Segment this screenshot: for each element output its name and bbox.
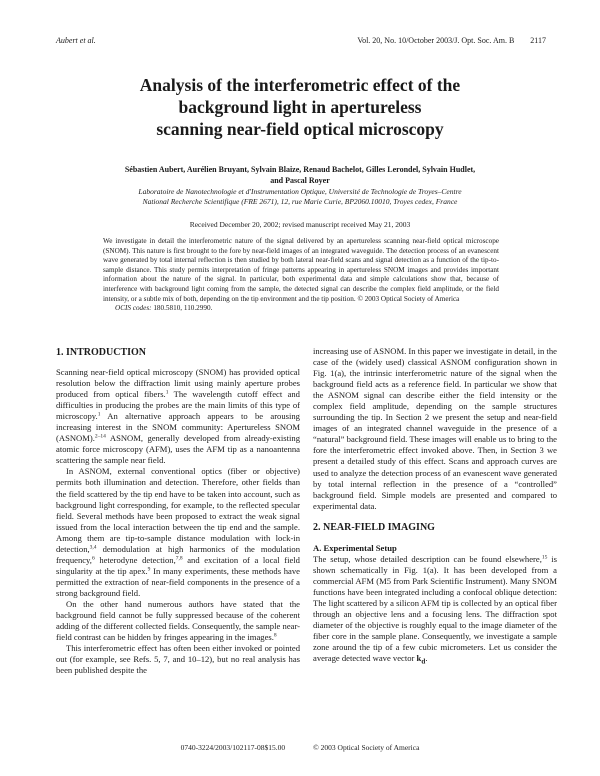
reference-citation[interactable]: 8 xyxy=(273,632,277,639)
author-line: and Pascal Royer xyxy=(270,176,330,185)
page-number: 2117 xyxy=(530,36,546,45)
paragraph: This interferometric effect has often been either invoked or pointed out (for example, see Refs. 5, 7, and 10–12), but no real analysis has been published despite the xyxy=(56,643,300,676)
reference-citation[interactable]: 1 xyxy=(165,389,169,396)
paragraph: The setup, whose detailed description can be found elsewhere,$^{15}$ is shown schematically in Fig. 1(a). It has been developed from a commercial AFM (M5 from Park Scientific Instrument). Many SNOM functions have been integrated including a confocal oblique detection: The light scattered by a silicon AFM tip is collected by an optical fiber through an objective lens and a focusing lens. The diffraction spot diameter of the objective is roughly equal to the image diameter of the fiber core in the sample plane. Consequently, we investigate a sample zone around the tip of a few cubic micrometers. Let us consider the average detected wave vector $k_d$. xyxy=(313,553,557,666)
paragraph: Scanning near-field optical microscopy (SNOM) has provided optical resolution below the diffraction limit using mainly aperture probes produced from optical fibers.$^1$ The wavelength cutoff effect and difficulties in producing the probes are the main limits of this type of microscopy.$^1$ An alternative approach appears to be arousing increasing interest in the SNOM community: Apertureless SNOM (ASNOM).$^{2-14}$ ASNOM, generally developed from already-existing atomic force microscopy (AFM), uses the AFM tip as a nanoantenna scattering the sample near field. xyxy=(56,367,300,466)
copyright-notice: © 2003 Optical Society of America xyxy=(313,743,420,752)
running-header-journal xyxy=(357,36,546,45)
wave-vector-symbol: $k_d$ xyxy=(416,653,426,666)
page-footer xyxy=(0,743,600,752)
author-line: Sébastien Aubert, Aurélien Bruyant, Sylvain Blaize, Renaud Bachelot, Gilles Lerondel, Sylvain Hudlet, xyxy=(124,165,476,174)
reference-citation[interactable]: 6 xyxy=(91,555,95,562)
paragraph: increasing use of ASNOM. In this paper we investigate in detail, in the case of the (widely used) classical ASNOM configuration shown in Fig. 1(a), the intrinsic interferometric nature of the signal when the background field acts as a reference field. In particular we show that the ASNOM signal can describe either the field intensity or the complex field amplitude, depending on the sample structures surrounding the tip. In Section 2 we present the setup and near-field images of an integrated channel waveguide in the presence of a “natural” background field. These images will enable us to bring to the fore the interferometric effect invoked above. Then, in Section 3 we present a detailed study of this effect. Scans and approach curves are used to analyze the detection process of an evanescent wave generated by total internal reflection in the presence of a “controlled” background field. Simple models are presented and compared to experimental data. xyxy=(313,346,557,511)
title-line: Analysis of the interferometric effect of the xyxy=(139,75,461,95)
subsection-heading-experimental-setup: A. Experimental Setup xyxy=(313,542,397,553)
paragraph: On the other hand numerous authors have stated that the background field cannot be fully suppressed because of the coherent adding of the different collected fields. Consequently, the sample near-field contrast can be hidden by fringes appearing in the images.$^8$ xyxy=(56,598,300,643)
title-line: scanning near-field optical microscopy xyxy=(156,119,444,139)
affiliation-line: Laboratoire de Nanotechnologie et d'Instrumentation Optique, Université de Technologie de Troyes–Centre xyxy=(138,187,462,196)
reference-citation[interactable]: 7,8 xyxy=(175,555,183,562)
reference-citation[interactable]: 1 xyxy=(97,411,101,418)
article-code: 0740-3224/2003/102117-08$15.00 xyxy=(180,743,286,752)
author-list xyxy=(60,164,540,186)
reference-citation[interactable]: 9 xyxy=(147,566,151,573)
left-column xyxy=(56,346,300,676)
section-heading-near-field-imaging: 2. NEAR-FIELD IMAGING xyxy=(313,521,435,533)
abstract-text: We investigate in detail the interferometric nature of the signal delivered by an apertureless scanning near-field optical microscope (SNOM). This nature is first brought to the fore by near-field images of an integrated waveguide. The detection process of an evanescent wave generated by total internal reflection is then studied by both lateral near-field scans and signal detection as a function of the tip-to-sample distance. This study permits interpretation of fringe patterns appearing in apertureless SNOM images and provides important information about the nature of the signal. In particular, both experimental data and simple calculations show that, because of interference with background light coming from the sample, the detected signal can describe the complex field amplitude, or the field intensity, or a subtle mix of both, depending on the tip environment and the tip position. © 2003 Optical Society of America xyxy=(103,237,499,303)
paragraph: In ASNOM, external conventional optics (fiber or objective) permits both illumination and detection. Therefore, other fields than the field scattered by the tip end have to be taken into account, such as background light corresponding, for example, to the reflected specular field. Several methods have been proposed to extract the weak signal issued from the local interaction between the tip end and the sample. Among them are tip-to-sample distance modulation with lock-in detection,$^{3,4}$ demodulation at high harmonics of the modulation frequency,$^6$ heterodyne detection,$^{7,8}$ and excitation of a local field singularity at the tip apex.$^9$ In many experiments, these methods have permitted the extraction of near-field components in the presence of a strong background field. xyxy=(56,466,301,598)
abstract xyxy=(103,237,499,314)
running-header-authors: Aubert et al. xyxy=(56,36,96,45)
ocis-label: OCIS codes: xyxy=(115,304,152,313)
title-line: background light in apertureless xyxy=(178,97,422,117)
reference-citation[interactable]: 3,4 xyxy=(89,544,97,551)
ocis-values: 180.5810, 110.2990. xyxy=(153,304,213,313)
received-dates: Received December 20, 2002; revised manuscript received May 21, 2003 xyxy=(189,220,411,229)
affiliation xyxy=(60,187,540,207)
reference-citation[interactable]: 15 xyxy=(541,554,548,561)
right-column xyxy=(313,346,557,668)
ocis-codes xyxy=(115,304,499,314)
reference-citation[interactable]: 2–14 xyxy=(94,433,106,440)
journal-citation: Vol. 20, No. 10/October 2003/J. Opt. Soc. Am. B xyxy=(357,36,515,45)
paper-title xyxy=(60,74,540,140)
section-heading-introduction: 1. INTRODUCTION xyxy=(56,347,147,358)
affiliation-line: National Recherche Scientifique (FRE 2671), 12, rue Marie Curie, BP2060.10010, Troyes cedex, France xyxy=(142,197,458,206)
